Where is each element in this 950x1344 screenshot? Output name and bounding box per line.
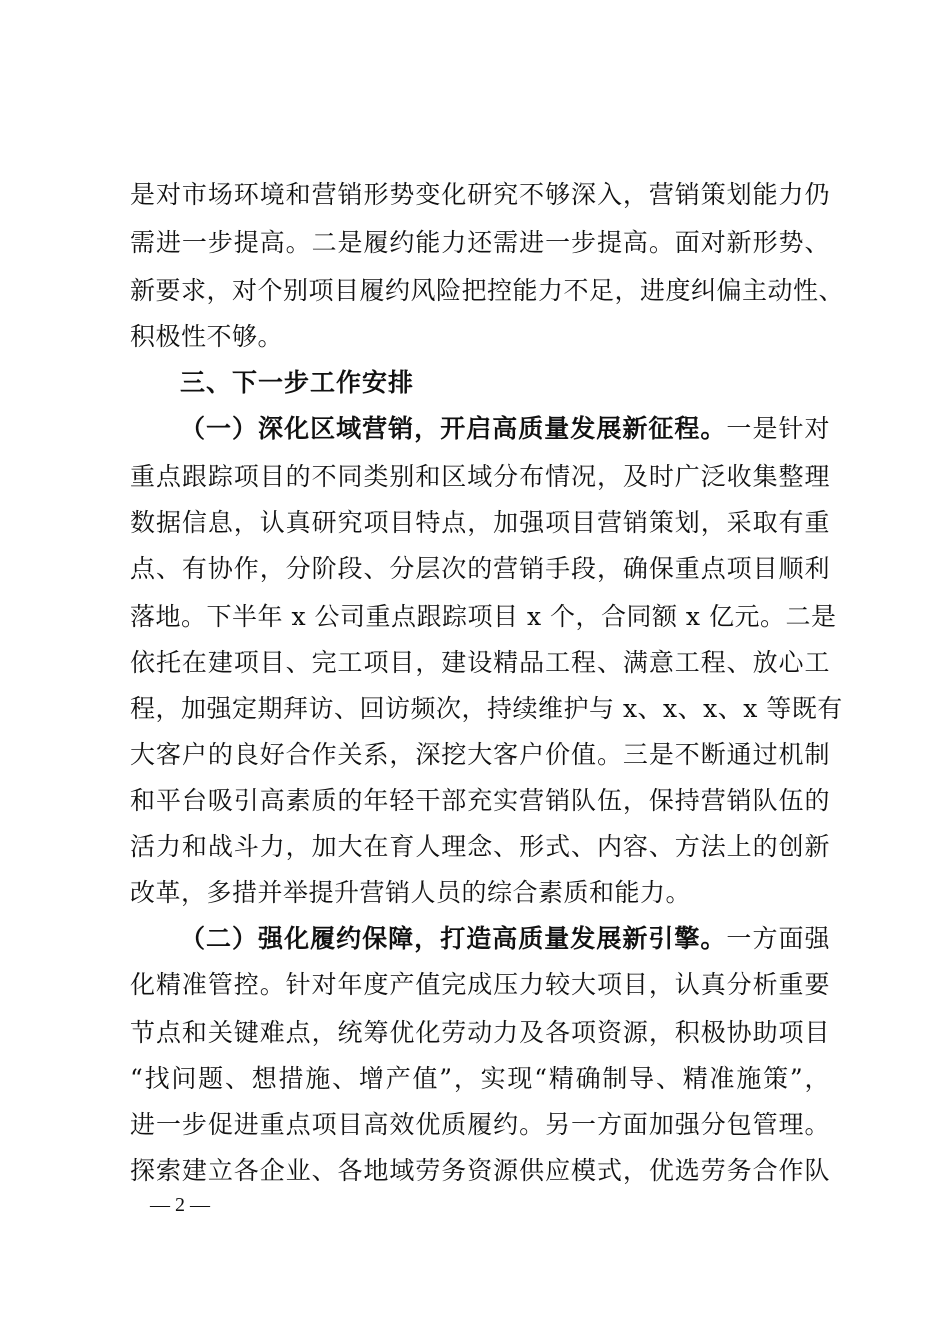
para1-lead: （一）深化区域营销，开启高质量发展新征程。 bbox=[180, 414, 727, 443]
para2-line: 节点和关键难点，统筹优化劳动力及各项资源，积极协助项目 bbox=[130, 1018, 830, 1047]
para2-lead: （二）强化履约保障，打造高质量发展新引擎。 bbox=[180, 924, 727, 953]
para1-line: 依托在建项目、完工项目，建设精品工程、满意工程、放心工 bbox=[130, 648, 830, 677]
para2-line: 探索建立各企业、各地域劳务资源供应模式，优选劳务合作队 bbox=[130, 1156, 830, 1185]
para1-line: 程，加强定期拜访、回访频次，持续维护与 x、x、x、x 等既有 bbox=[130, 694, 843, 723]
para1-line: 数据信息，认真研究项目特点，加强项目营销策划，采取有重 bbox=[130, 508, 830, 537]
para2-line: 进一步促进重点项目高效优质履约。另一方面加强分包管理。 bbox=[130, 1110, 830, 1139]
para1-line: 和平台吸引高素质的年轻干部充实营销队伍，保持营销队伍的 bbox=[130, 786, 830, 815]
para2-first-line bbox=[180, 922, 830, 956]
para1-first-line bbox=[180, 412, 830, 446]
para2-line: 化精准管控。针对年度产值完成压力较大项目，认真分析重要 bbox=[130, 970, 830, 999]
section-heading: 三、下一步工作安排 bbox=[180, 368, 415, 397]
para2-first-line-rest: 一方面强 bbox=[726, 924, 830, 953]
para1-line: 改革，多措并举提升营销人员的综合素质和能力。 bbox=[130, 878, 692, 907]
para1-line: 大客户的良好合作关系，深挖大客户价值。三是不断通过机制 bbox=[130, 740, 830, 769]
intro-line-3: 新要求，对个别项目履约风险把控能力不足，进度纠偏主动性、 bbox=[130, 276, 845, 305]
intro-line-2: 需进一步提高。二是履约能力还需进一步提高。面对新形势、 bbox=[130, 228, 830, 257]
para1-line: 落地。下半年 x 公司重点跟踪项目 x 个，合同额 x 亿元。二是 bbox=[130, 602, 837, 631]
intro-line-1: 是对市场环境和营销形势变化研究不够深入，营销策划能力仍 bbox=[130, 180, 830, 209]
para1-line: 重点跟踪项目的不同类别和区域分布情况，及时广泛收集整理 bbox=[130, 462, 830, 491]
intro-line-4: 积极性不够。 bbox=[130, 322, 284, 351]
para1-line: 点、有协作，分阶段、分层次的营销手段，确保重点项目顺利 bbox=[130, 554, 830, 583]
para1-first-line-rest: 一是针对 bbox=[726, 414, 830, 443]
para2-line: “找问题、想措施、增产值”，实现“精确制导、精准施策”， bbox=[130, 1064, 830, 1093]
page-number: — 2 — bbox=[150, 1194, 210, 1216]
para1-line: 活力和战斗力，加大在育人理念、形式、内容、方法上的创新 bbox=[130, 832, 830, 861]
